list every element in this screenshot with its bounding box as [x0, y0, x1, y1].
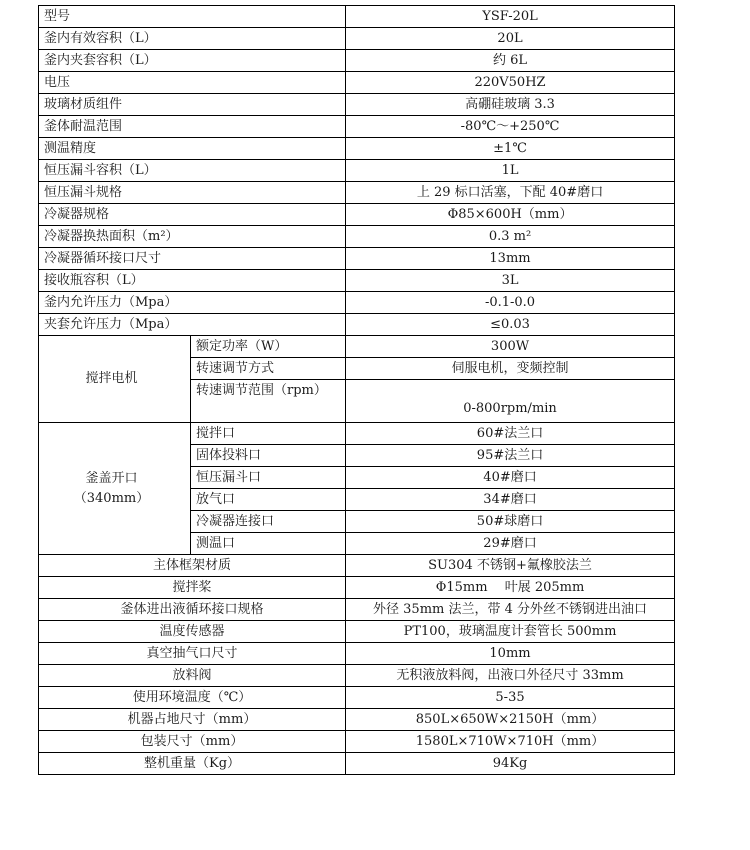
table-row [39, 753, 675, 775]
spec-table [38, 5, 675, 775]
spec-sublabel: 转速调节范围（rpm） [191, 380, 346, 423]
table-row [39, 292, 675, 314]
spec-value: YSF-20L [346, 6, 675, 28]
spec-value: SU304 不锈钢+氟橡胶法兰 [346, 555, 675, 577]
table-row [39, 665, 675, 687]
spec-label: 放料阀 [39, 665, 346, 687]
table-row [39, 643, 675, 665]
spec-table-body [39, 6, 675, 775]
table-row [39, 687, 675, 709]
spec-value: 1L [346, 160, 675, 182]
spec-value: 20L [346, 28, 675, 50]
spec-label: 冷凝器换热面积（m²） [39, 226, 346, 248]
table-row [39, 577, 675, 599]
spec-sublabel: 恒压漏斗口 [191, 467, 346, 489]
spec-label: 温度传感器 [39, 621, 346, 643]
spec-label: 包装尺寸（mm） [39, 731, 346, 753]
spec-value: Φ85×600H（mm） [346, 204, 675, 226]
spec-label: 釜体耐温范围 [39, 116, 346, 138]
spec-sublabel: 测温口 [191, 533, 346, 555]
table-row [39, 28, 675, 50]
table-row [39, 116, 675, 138]
spec-value: 850L×650W×2150H（mm） [346, 709, 675, 731]
spec-label: 釜内夹套容积（L） [39, 50, 346, 72]
spec-value: ≤0.03 [346, 314, 675, 336]
spec-label: 型号 [39, 6, 346, 28]
table-row [39, 555, 675, 577]
table-row [39, 182, 675, 204]
table-row [39, 50, 675, 72]
spec-label: 接收瓶容积（L） [39, 270, 346, 292]
table-row [39, 731, 675, 753]
spec-sublabel: 转速调节方式 [191, 358, 346, 380]
spec-value: 34#磨口 [346, 489, 675, 511]
spec-sublabel: 放气口 [191, 489, 346, 511]
spec-sublabel: 搅拌口 [191, 423, 346, 445]
spec-label: 釜内允许压力（Mpa） [39, 292, 346, 314]
spec-value: 40#磨口 [346, 467, 675, 489]
spec-label: 电压 [39, 72, 346, 94]
group-title: 搅拌电机 [85, 371, 138, 386]
spec-value: -80℃～+250℃ [346, 116, 675, 138]
spec-label: 机器占地尺寸（mm） [39, 709, 346, 731]
spec-sublabel: 额定功率（W） [191, 336, 346, 358]
spec-value: 220V50HZ [346, 72, 675, 94]
table-row [39, 204, 675, 226]
spec-value: 5-35 [346, 687, 675, 709]
spec-value: 60#法兰口 [346, 423, 675, 445]
table-row [39, 226, 675, 248]
spec-value: 上 29 标口活塞，下配 40#磨口 [346, 182, 675, 204]
spec-label: 整机重量（Kg） [39, 753, 346, 775]
spec-label: 测温精度 [39, 138, 346, 160]
spec-value: 约 6L [346, 50, 675, 72]
spec-label: 釜内有效容积（L） [39, 28, 346, 50]
spec-value: 95#法兰口 [346, 445, 675, 467]
table-row [39, 138, 675, 160]
spec-value: 10mm [346, 643, 675, 665]
table-row [39, 336, 675, 358]
group-label-lid [39, 423, 191, 555]
table-row [39, 314, 675, 336]
spec-label: 釜体进出液循环接口规格 [39, 599, 346, 621]
spec-label: 搅拌桨 [39, 577, 346, 599]
spec-value: 3L [346, 270, 675, 292]
spec-label: 恒压漏斗容积（L） [39, 160, 346, 182]
spec-value: 伺服电机，变频控制 [346, 358, 675, 380]
spec-value: 300W [346, 336, 675, 358]
group-title: 釜盖开口 [85, 470, 138, 486]
table-row [39, 599, 675, 621]
group-subtitle: （340mm） [73, 490, 150, 506]
spec-value: 0-800rpm/min [346, 380, 675, 423]
spec-value: 13mm [346, 248, 675, 270]
table-row [39, 248, 675, 270]
spec-value: 外径 35mm 法兰，带 4 分外丝不锈钢进出油口 [346, 599, 675, 621]
spec-label: 主体框架材质 [39, 555, 346, 577]
spec-value: -0.1-0.0 [346, 292, 675, 314]
spec-value: 0.3 m² [346, 226, 675, 248]
spec-label: 夹套允许压力（Mpa） [39, 314, 346, 336]
spec-value: ±1℃ [346, 138, 675, 160]
spec-value: 29#磨口 [346, 533, 675, 555]
spec-label: 恒压漏斗规格 [39, 182, 346, 204]
spec-value: 高硼硅玻璃 3.3 [346, 94, 675, 116]
spec-value: 1580L×710W×710H（mm） [346, 731, 675, 753]
spec-label: 冷凝器循环接口尺寸 [39, 248, 346, 270]
spec-value: Φ15mm 叶展 205mm [346, 577, 675, 599]
spec-value: 50#球磨口 [346, 511, 675, 533]
spec-label: 玻璃材质组件 [39, 94, 346, 116]
table-row [39, 72, 675, 94]
spec-value: 无积液放料阀，出液口外径尺寸 33mm [346, 665, 675, 687]
table-row [39, 160, 675, 182]
group-label-motor [39, 336, 191, 423]
spec-label: 使用环境温度（℃） [39, 687, 346, 709]
table-row [39, 94, 675, 116]
table-row [39, 423, 675, 445]
table-row [39, 621, 675, 643]
table-row [39, 270, 675, 292]
spec-value: PT100，玻璃温度计套管长 500mm [346, 621, 675, 643]
spec-sublabel: 冷凝器连接口 [191, 511, 346, 533]
table-row [39, 6, 675, 28]
spec-value: 94Kg [346, 753, 675, 775]
spec-label: 真空抽气口尺寸 [39, 643, 346, 665]
spec-sublabel: 固体投料口 [191, 445, 346, 467]
table-row [39, 709, 675, 731]
spec-label: 冷凝器规格 [39, 204, 346, 226]
